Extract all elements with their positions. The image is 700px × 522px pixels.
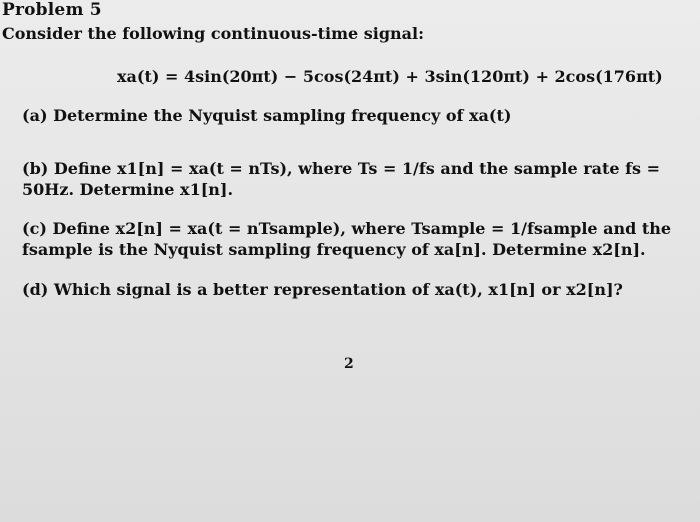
part-c: (c) Define x2[n] = xa(t = nTsample), where Tsample = 1/fsample and the fsample is the Nyquist sampling frequency of xa[n]. Determine x2[n]. xyxy=(22,219,672,259)
page-number: 2 xyxy=(344,356,354,372)
part-d: (d) Which signal is a better representation of xa(t), x1[n] or x2[n]? xyxy=(22,280,623,299)
signal-equation: xa(t) = 4sin(20πt) − 5cos(24πt) + 3sin(120πt) + 2cos(176πt) xyxy=(117,67,663,86)
part-b: (b) Define x1[n] = xa(t = nTs), where Ts = 1/fs and the sample rate fs = 50Hz. Determine x1[n]. xyxy=(22,159,661,199)
intro-text: Consider the following continuous-time signal: xyxy=(2,24,425,43)
part-a: (a) Determine the Nyquist sampling frequency of xa(t) xyxy=(22,106,512,125)
problem-title: Problem 5 xyxy=(2,0,102,20)
